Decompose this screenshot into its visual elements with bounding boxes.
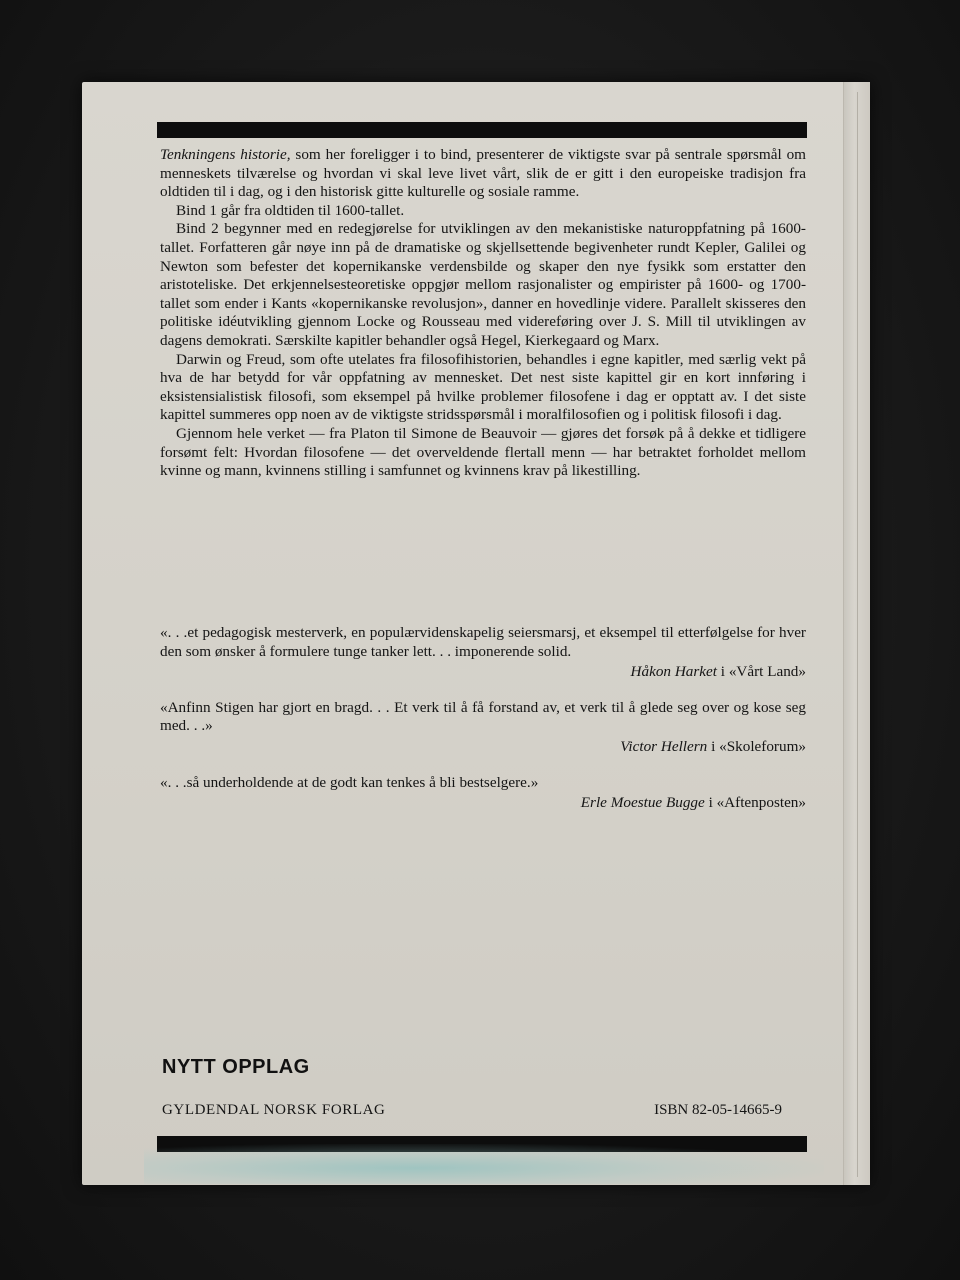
quote-text: «Anfinn Stigen har gjort en bragd. . . Et verk til å få forstand av, et verk til å glede seg over og kose seg med. . .» (160, 698, 806, 735)
review-quote (160, 624, 806, 682)
book-title-italic: Tenkningens historie, (160, 146, 291, 163)
publisher-name: GYLDENDAL NORSK FORLAG (162, 1102, 386, 1118)
paragraph-darwin-freud: Darwin og Freud, som ofte utelates fra filosofihistorien, behandles i egne kapitler, med særlig vekt på hva de har betydd for vår oppfatning av mennesket. Det nest siste kapittel gir en kort innføring i eksistensialistisk filosofi, som eksempel på hvilke problemer filosofene i dag er opptatt av. I det siste kapittel summeres opp noen av de viktigste stridsspørsmål i moralfilosofien og i politisk filosofi i dag. (160, 350, 806, 424)
quote-text: «. . .et pedagogisk mesterverk, en populærvidenskapelig seiersmarsj, et eksempel til etterfølgelse for hver den som ønsker å formulere tunge tanker lett. . . imponerende solid. (160, 624, 806, 660)
quote-author: Erle Moestue Bugge (580, 794, 705, 812)
new-edition-label: NYTT OPPLAG (162, 1056, 310, 1078)
quote-text: «. . .så underholdende at de godt kan tenkes å bli bestselgere.» (160, 773, 539, 791)
description-text (160, 146, 806, 481)
bottom-black-rule (157, 1136, 807, 1152)
cover-fold-line (857, 92, 858, 1177)
quote-source (160, 663, 806, 682)
quote-publication: i «Aftenposten» (708, 794, 806, 812)
review-quote (160, 774, 806, 813)
quote-publication: i «Skoleforum» (711, 737, 806, 755)
review-quotes (160, 624, 806, 830)
paragraph-volume-1: Bind 1 går fra oldtiden til 1600-tallet. (176, 201, 405, 219)
isbn-number: ISBN 82-05-14665-9 (654, 1102, 782, 1118)
quote-source (160, 794, 806, 813)
paragraph-volume-2: Bind 2 begynner med en redegjørelse for utviklingen av den mekanistiske naturoppfatning på 1600-tallet. Forfatteren går nøye inn på de dramatiske og skjellsettende begivenheter rundt Kepler, Galilei og Newton som befester det kopernikanske verdensbilde og skaper den nye fysikk som erstatter den aristoteliske. Det erkjennelsesteoretiske oppgjør mellom rasjonalister og empirister på 1600- og 1700-tallet som ender i Kants «kopernikanske revolusjon», danner en hovedlinje videre. Parallelt skisseres den politiske idéutvikling gjennom Locke og Rousseau med videreføring over J. S. Mill til utviklingen av dagens demokrati. Særskilte kapitler behandler også Hegel, Kierkegaard og Marx. (160, 220, 806, 349)
paragraph-intro (160, 146, 806, 202)
book-back-cover (82, 82, 870, 1185)
top-black-rule (157, 122, 807, 138)
quote-author: Victor Hellern (620, 737, 708, 755)
review-quote (160, 699, 806, 757)
quote-publication: i «Vårt Land» (720, 663, 806, 681)
quote-author: Håkon Harket (630, 663, 717, 681)
quote-source (160, 738, 806, 757)
paragraph-gender: Gjennom hele verket — fra Platon til Simone de Beauvoir — gjøres det forsøk på å dekke et tidligere forsømt felt: Hvordan filosofene — det overveldende flertall menn — har betraktet forholdet mellom kvinne og mann, kvinnens stilling i samfunnet og kvinnens krav på likestilling. (160, 424, 806, 480)
paragraph-intro-rest: som her foreligger i to bind, presenterer de viktigste svar på sentrale spørsmål om menneskets tilværelse og hvordan vi skal leve livet vårt, slik de er gitt i den europeiske tradisjon fra oldtiden til i dag, og i den historisk gitte kulturelle og sosiale ramme. (160, 146, 806, 201)
